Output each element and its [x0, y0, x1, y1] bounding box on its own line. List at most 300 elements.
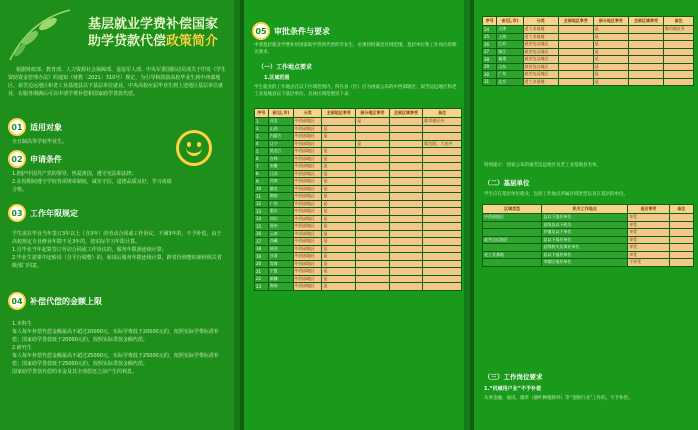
table-row [483, 251, 694, 259]
table-cell: 中西部地区 [293, 230, 322, 238]
table-cell [356, 215, 390, 223]
panel-approval-requirements [240, 0, 464, 430]
table-cell [423, 238, 462, 246]
table-cell: 县级及以下机关 [542, 221, 628, 229]
table-cell [558, 33, 593, 41]
table-cell: 山东 [497, 63, 523, 71]
table-cell [356, 245, 390, 253]
table-row [483, 63, 694, 71]
table-row [255, 245, 462, 253]
table-cell [628, 63, 663, 71]
table-cell: 20 [255, 260, 269, 268]
table-cell [356, 155, 390, 163]
table-cell [389, 283, 423, 291]
table-cell [483, 259, 542, 267]
table-cell: 是 [593, 78, 628, 86]
table-cell: 艰苦边远地区 [523, 41, 558, 49]
table-cell [356, 268, 390, 276]
table-cell: 除市辖区外 [664, 26, 694, 34]
table-cell: 16 [255, 230, 269, 238]
table-cell: 中西部地区 [483, 214, 542, 222]
table-row [255, 193, 462, 201]
table-cell: 是 [322, 215, 356, 223]
table-cell: 是 [322, 200, 356, 208]
table-row [255, 200, 462, 208]
section-number: 01 [8, 118, 26, 136]
table-cell [669, 221, 693, 229]
intro-text: 根据财政部、教育部、人力资源社会保障部、退役军人部、中央军委国防动员部关于印发《学生资助资金管理办法》的通知（财教〔2021〕310号）规定，为引导和鼓励高校毕业生到中西部地区、艰苦边远地区和老工业基地县以下基层单位就业，中央高校应届毕业生到上述地区基层单位就业，在服务期满后可以申请学费补偿和国家助学贷款代偿。 [8, 67, 227, 97]
table-row [255, 140, 462, 148]
table-cell: 29 [483, 63, 497, 71]
section-title: 补偿代偿的金额上限 [30, 296, 102, 306]
table-cell: 是 [322, 170, 356, 178]
table-cell: 中西部地区 [293, 253, 322, 261]
table-cell [389, 118, 423, 126]
table-cell [423, 125, 462, 133]
table-cell [389, 275, 423, 283]
table-cell [423, 275, 462, 283]
table-cell: 市辖区基层单位 [542, 259, 628, 267]
table-cell: 是 [593, 63, 628, 71]
table-cell: 是 [322, 178, 356, 186]
table-cell [423, 215, 462, 223]
table-cell: 是 [322, 268, 356, 276]
table-cell: 贵州 [268, 223, 293, 231]
table-cell: 10 [255, 185, 269, 193]
table-cell: 是 [356, 118, 390, 126]
table-cell: 河南 [268, 178, 293, 186]
table-cell [423, 155, 462, 163]
table-cell: 享受 [628, 244, 670, 252]
table-cell: 艰苦边远地区 [523, 63, 558, 71]
table-row [483, 221, 694, 229]
table-cell: 1 [255, 118, 269, 126]
table-cell: 老工业基地 [523, 78, 558, 86]
table-cell: 23 [255, 283, 269, 291]
table-cell: 老工业基地 [523, 26, 558, 34]
table-cell: 享受 [628, 221, 670, 229]
table-cell [389, 268, 423, 276]
table-cell [389, 163, 423, 171]
table-cell [389, 223, 423, 231]
table-cell: 中西部地区 [293, 148, 322, 156]
table-cell: 中西部地区 [293, 215, 322, 223]
table-cell [423, 193, 462, 201]
table-cell: 是 [322, 208, 356, 216]
table-cell: 河北 [268, 118, 293, 126]
table-row [483, 78, 694, 86]
table-cell: 黑龙江 [268, 148, 293, 156]
table-cell [356, 253, 390, 261]
table-cell [664, 56, 694, 64]
table-cell: 山西 [268, 125, 293, 133]
section-04-heading [8, 292, 102, 310]
table-cell [389, 148, 423, 156]
section-03-heading [8, 204, 78, 222]
section-05-text: 申请基层就业学费补偿国家助学贷款代偿的毕业生，必须同时满足区域范围、基层单位和工作岗位的相关要求。 [254, 43, 457, 55]
table-cell: 18 [255, 245, 269, 253]
table-row [255, 170, 462, 178]
table-cell: 新疆 [268, 275, 293, 283]
title-line2 [88, 33, 234, 50]
table-cell: 青海 [268, 260, 293, 268]
table-cell [558, 48, 593, 56]
table-cell [628, 26, 663, 34]
table-cell [423, 178, 462, 186]
table-cell: 13 [255, 208, 269, 216]
table-cell [423, 200, 462, 208]
table-cell [356, 275, 390, 283]
table-cell [423, 163, 462, 171]
table-cell [356, 230, 390, 238]
table-cell: 12 [255, 200, 269, 208]
table-header-cell: 全部地区享受 [558, 17, 593, 26]
section-03-text: 学生需在毕业当年签订3年以上（含3年）的劳动合同或工作协议，不满3年的，不予补偿。由于高校规定专业修业年限不足3年的，按实际学习年限计算。 1.自毕业当年起算签订劳动合同或工作协议的，服务年限须连续计算； 2.毕业生需要中途转岗（含平行调整）的，转岗后服务年限连续计算，跨省份调整的须经相关省级部门同意。 [12, 231, 222, 269]
table-cell [558, 71, 593, 79]
table-cell: 27 [483, 48, 497, 56]
table-cell: 17 [255, 238, 269, 246]
subsection-position-requirements: （三）工作岗位要求 [484, 373, 543, 381]
table-cell: 是 [593, 71, 628, 79]
table-cell: 陕西 [268, 245, 293, 253]
subsection-grassroots-units: （二）基层单位 [484, 179, 530, 187]
table-cell [483, 229, 542, 237]
table-row [483, 48, 694, 56]
table-cell: 江苏 [497, 41, 523, 49]
table-cell: 中西部地区 [293, 200, 322, 208]
table-cell [356, 185, 390, 193]
section-title: 适用对象 [30, 122, 62, 132]
table-cell: 云南 [268, 230, 293, 238]
table-cell: 中西部地区 [293, 193, 322, 201]
table-cell: 6 [255, 155, 269, 163]
table-cell: 甘肃 [268, 253, 293, 261]
section-number: 02 [8, 150, 26, 168]
table-cell: 是 [593, 41, 628, 49]
table-cell [669, 229, 693, 237]
table-header-cell: 省(区,市) [268, 109, 293, 118]
table-row [255, 155, 462, 163]
table-cell: 除沈阳、大连外 [423, 140, 462, 148]
table-cell [356, 208, 390, 216]
table-cell: 福建 [497, 56, 523, 64]
table-cell [389, 238, 423, 246]
table-cell: 中西部地区 [293, 223, 322, 231]
table-cell: 14 [255, 215, 269, 223]
table-cell: 31 [483, 78, 497, 86]
table-cell [356, 283, 390, 291]
panel-units-and-positions [470, 0, 698, 430]
table-cell: 是 [322, 125, 356, 133]
table-cell: 中西部地区 [293, 178, 322, 186]
table-cell: 中西部地区 [293, 275, 322, 283]
table-cell: 24 [483, 26, 497, 34]
area-range-text: 学生就业的工作地点在以下区域范围内，所在县（区）应为国家公布的中西部地区、艰苦边远地区和老工业基地县以下基层单位。具体区域范围见下表： [254, 85, 457, 97]
table-row [483, 214, 694, 222]
table-cell [664, 41, 694, 49]
table-cell [423, 260, 462, 268]
table-cell [423, 208, 462, 216]
table-cell: 9 [255, 178, 269, 186]
table-cell: 22 [255, 275, 269, 283]
smiley-face-icon [176, 130, 212, 166]
table-cell [389, 170, 423, 178]
table-cell [389, 245, 423, 253]
table-cell: 是 [322, 245, 356, 253]
table-cell: 21 [255, 268, 269, 276]
table-cell [356, 193, 390, 201]
section-01-text: 全日制高等学校毕业生。 [12, 139, 68, 145]
table-cell [558, 56, 593, 64]
table-cell [628, 33, 663, 41]
table-header-cell: 备注 [669, 205, 693, 214]
table-cell [628, 41, 663, 49]
title-line1: 基层就业学费补偿国家 [88, 17, 219, 32]
table-cell: 江西 [268, 170, 293, 178]
table-cell: 中西部地区 [293, 283, 322, 291]
table-cell [356, 133, 390, 141]
table-header-cell: 序号 [255, 109, 269, 118]
table-header-cell: 全部地区享受 [322, 109, 356, 118]
table-cell: 2 [255, 125, 269, 133]
table-cell [669, 259, 693, 267]
table-cell: 艰苦边远地区 [523, 71, 558, 79]
table-row [255, 223, 462, 231]
table-cell: 25 [483, 33, 497, 41]
table-cell: 7 [255, 163, 269, 171]
table-cell: 广西 [268, 200, 293, 208]
table-cell [356, 238, 390, 246]
table-cell: 是 [593, 33, 628, 41]
table-cell: 天津 [497, 26, 523, 34]
table-cell [558, 78, 593, 86]
table-cell [389, 155, 423, 163]
table-header-cell: 区域类型 [483, 205, 542, 214]
table-cell: 是 [322, 163, 356, 171]
table-cell: 中西部地区 [293, 238, 322, 246]
panel-policy-intro [0, 0, 234, 430]
table-cell: 浙江 [497, 48, 523, 56]
table-cell: 内蒙古 [268, 133, 293, 141]
table-cell: 是 [322, 185, 356, 193]
table-cell: 是 [322, 253, 356, 261]
table-cell [423, 268, 462, 276]
table-cell: 中西部地区 [293, 245, 322, 253]
table-cell [558, 41, 593, 49]
table-row [255, 163, 462, 171]
table-row [255, 118, 462, 126]
leaf-decoration [0, 0, 90, 70]
table-cell: 除市辖区外 [423, 118, 462, 126]
table-cell [356, 200, 390, 208]
table-cell [423, 133, 462, 141]
table-cell: 四川 [268, 215, 293, 223]
title-line2-prefix: 助学贷款代偿 [88, 34, 167, 49]
table-cell [389, 208, 423, 216]
table-cell [389, 260, 423, 268]
table-cell [669, 236, 693, 244]
section-title: 审批条件与要求 [274, 26, 330, 36]
table-cell: 中西部地区 [293, 208, 322, 216]
table-cell: 北京 [497, 78, 523, 86]
position-rule-1: 1.“机械用户业”不予补偿 [484, 386, 541, 392]
table-cell [423, 223, 462, 231]
table-cell: 享受 [628, 251, 670, 259]
section-02-text: 1.拥护中国共产党的领导，热爱祖国，遵守宪法和法律； 2.在校期间遵守学校各项规章制度，诚实守信，道德品质良好，学习成绩合格。 [12, 171, 172, 193]
page-title [88, 16, 234, 50]
table-row [255, 148, 462, 156]
table-cell [628, 56, 663, 64]
table-cell: 是 [322, 223, 356, 231]
table-cell [664, 71, 694, 79]
table-row [483, 33, 694, 41]
table-cell [669, 244, 693, 252]
table-cell [356, 163, 390, 171]
table-cell: 老工业基地 [483, 251, 542, 259]
table-cell: 是 [593, 56, 628, 64]
table-cell [389, 140, 423, 148]
subsection-area-range: 1.区域范围 [264, 75, 290, 81]
grassroots-units-text: 学生应在基层单位就业，包括工作地点所属区域类型以及在基层的单位。 [484, 192, 628, 197]
table-cell: 中西部地区 [293, 140, 322, 148]
table-cell [558, 63, 593, 71]
table-cell [669, 214, 693, 222]
table-cell [664, 33, 694, 41]
position-rule-1-text: 从事金融、通讯、烟草（烟叶种植除外）等“垄断行业”工作的，不予补偿。 [484, 396, 633, 401]
table-header-cell: 是否享受 [628, 205, 670, 214]
table-cell [628, 71, 663, 79]
table-cell: 5 [255, 148, 269, 156]
table-cell: 县以下基层单位 [542, 236, 628, 244]
table-row [255, 230, 462, 238]
table-cell: 是 [322, 133, 356, 141]
table-row [483, 26, 694, 34]
table-row [483, 236, 694, 244]
table-row [255, 268, 462, 276]
section-number: 04 [8, 292, 26, 310]
table-row [255, 283, 462, 291]
table-cell: 是 [593, 26, 628, 34]
table-cell: 中西部地区 [293, 133, 322, 141]
table-cell: 8 [255, 170, 269, 178]
special-note: 特别提示：国家公布的艰苦边远地区及老工业基地县名单。 [484, 163, 601, 168]
table-cell [389, 125, 423, 133]
table-cell: 县级机关及事业单位 [542, 244, 628, 252]
table-cell: 是 [322, 283, 356, 291]
table-cell [356, 260, 390, 268]
table-cell [389, 193, 423, 201]
table-cell [423, 245, 462, 253]
table-cell: 乡镇及以下单位 [542, 229, 628, 237]
table-cell: 湖北 [268, 185, 293, 193]
section-title: 申请条件 [30, 154, 62, 164]
table-header-cell: 备注 [423, 109, 462, 118]
table-cell [423, 170, 462, 178]
table-cell: 11 [255, 193, 269, 201]
table-cell: 是 [322, 260, 356, 268]
table-cell: 上海 [497, 33, 523, 41]
table-cell [389, 253, 423, 261]
section-number: 05 [252, 22, 270, 40]
table-cell: 艰苦边远地区 [523, 48, 558, 56]
table-cell: 中西部地区 [293, 125, 322, 133]
table-row [483, 71, 694, 79]
table-row [255, 185, 462, 193]
table-row [255, 208, 462, 216]
table-cell: 辽宁 [268, 140, 293, 148]
table-cell: 湖南 [268, 193, 293, 201]
table-cell: 享受 [628, 214, 670, 222]
table-cell [356, 125, 390, 133]
table-cell: 享受 [628, 229, 670, 237]
table-cell [664, 48, 694, 56]
table-row [255, 125, 462, 133]
table-cell [628, 48, 663, 56]
table-header-cell: 部分地区享受 [356, 109, 390, 118]
table-cell: 宁夏 [268, 268, 293, 276]
table-cell: 是 [322, 275, 356, 283]
table-header-cell: 省(区,市) [497, 17, 523, 26]
section-number: 03 [8, 204, 26, 222]
table-cell: 广东 [497, 71, 523, 79]
table-cell: 19 [255, 253, 269, 261]
table-cell: 是 [593, 48, 628, 56]
table-cell: 中西部地区 [293, 185, 322, 193]
table-cell: 15 [255, 223, 269, 231]
table-cell: 西藏 [268, 238, 293, 246]
table-cell: 中西部地区 [293, 268, 322, 276]
table-header-cell: 全部区域享受 [389, 109, 423, 118]
table-cell: 安徽 [268, 163, 293, 171]
table-cell: 老工业基地 [523, 33, 558, 41]
table-cell: 4 [255, 140, 269, 148]
table-row [255, 260, 462, 268]
table-row [255, 133, 462, 141]
table-row [483, 259, 694, 267]
table-header-cell: 备注 [664, 17, 694, 26]
section-01-heading [8, 118, 62, 136]
table-cell [322, 140, 356, 148]
table-row [483, 56, 694, 64]
section-02-heading [8, 150, 62, 168]
table-cell: 不享受 [628, 259, 670, 267]
title-line2-highlight: 政策简介 [166, 34, 219, 49]
table-cell: 中西部地区 [293, 260, 322, 268]
table-cell [483, 221, 542, 229]
table-header-cell: 部分地区享受 [593, 17, 628, 26]
table-cell: 中西部地区 [293, 155, 322, 163]
table-row [255, 215, 462, 223]
table-cell [389, 230, 423, 238]
table-cell: 是 [322, 148, 356, 156]
table-cell [558, 26, 593, 34]
table-cell [483, 244, 542, 252]
table-header-cell: 序号 [483, 17, 497, 26]
table-cell [356, 223, 390, 231]
table-cell: 是 [322, 155, 356, 163]
section-title: 工作年限规定 [30, 208, 78, 218]
table-row [255, 253, 462, 261]
table-cell [423, 283, 462, 291]
table-cell: 享受 [628, 236, 670, 244]
table-cell [669, 251, 693, 259]
table-cell [356, 148, 390, 156]
table-cell [423, 185, 462, 193]
table-cell [389, 133, 423, 141]
table-cell [423, 253, 462, 261]
table-cell: 艰苦边远地区 [483, 236, 542, 244]
table-cell [389, 185, 423, 193]
